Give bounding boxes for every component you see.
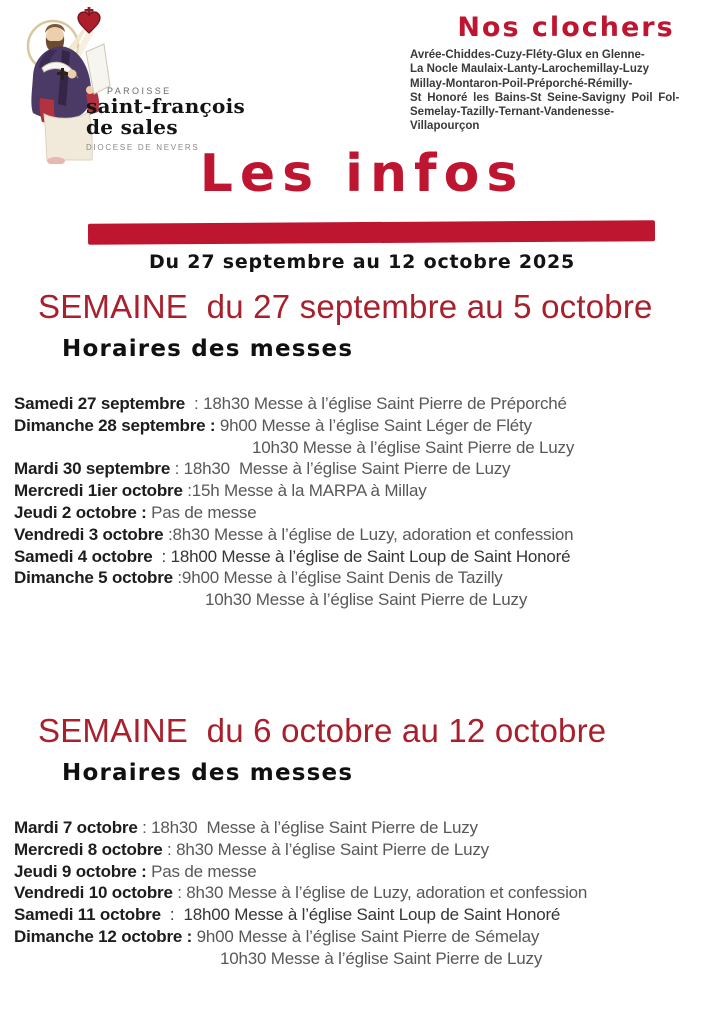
parish-name-line2: de sales	[86, 115, 178, 139]
day-label: Vendredi 10 octobre	[14, 883, 173, 903]
day-label: Mardi 30 septembre	[14, 459, 171, 479]
clochers-line: St Honoré les Bains-St Seine-Savigny Poil Fol-	[410, 91, 680, 104]
schedule-row	[14, 839, 724, 861]
schedule-row	[14, 480, 724, 502]
schedule-row	[14, 817, 724, 839]
day-label: Samedi 4 octobre	[14, 546, 153, 566]
day-label: Mercredi 1ier octobre	[14, 481, 183, 501]
clochers-line: Millay-Montaron-Poil-Préporché-Rémilly-	[410, 77, 633, 90]
red-underline-bar	[88, 220, 655, 244]
mass-detail: 9h00 Messe à l’église Saint Pierre de Sémelay	[192, 926, 540, 946]
schedule-row-continuation	[14, 948, 724, 970]
day-label: Jeudi 9 octobre :	[14, 861, 147, 881]
parish-logo-wordmark	[86, 86, 245, 152]
schedule-row-continuation	[14, 589, 724, 611]
mass-detail: 9h00 Messe à l’église Saint Léger de Fléty	[215, 415, 532, 435]
page-title: Les infos	[199, 144, 525, 204]
schedule-row	[14, 415, 724, 437]
mass-detail: : 18h00 Messe à l’église de Saint Loup de Saint Honoré	[152, 546, 571, 566]
date-range: Du 27 septembre au 12 octobre 2025	[148, 251, 576, 273]
clochers-line: Villapourçon	[410, 120, 480, 133]
sacred-heart-icon	[78, 7, 100, 33]
day-label: Jeudi 2 octobre :	[14, 502, 147, 522]
day-label: Mardi 7 octobre	[14, 818, 138, 837]
schedule-row	[14, 458, 724, 480]
schedule-row-continuation	[14, 437, 724, 459]
mass-detail: Pas de messe	[146, 861, 257, 881]
week-1-heading: SEMAINE du 27 septembre au 5 octobre	[38, 288, 653, 325]
day-label: Samedi 27 septembre	[14, 394, 186, 413]
day-label: Mercredi 8 octobre	[14, 839, 163, 859]
schedule-row	[14, 926, 724, 948]
day-label: Dimanche 12 octobre :	[14, 926, 193, 946]
mass-detail: : 8h30 Messe à l’église de Luzy, adoration et confession	[172, 883, 588, 903]
section-week-2	[0, 712, 724, 970]
schedule-row	[14, 567, 724, 589]
section-week-1	[0, 288, 724, 611]
day-label: Samedi 11 octobre	[14, 905, 161, 925]
mass-detail: 10h30 Messe à l’église Saint Pierre de Luzy	[252, 437, 575, 457]
diocese-label: DIOCESE DE NEVERS	[86, 143, 200, 152]
mass-detail: : 18h00 Messe à l’église Saint Loup de Saint Honoré	[160, 905, 561, 925]
mass-detail: 10h30 Messe à l’église Saint Pierre de Luzy	[205, 590, 528, 610]
schedule-row	[14, 904, 724, 926]
clochers-title: Nos clochers	[457, 12, 675, 43]
parish-name-line1: saint-françois	[86, 94, 246, 118]
mass-detail: 10h30 Messe à l’église Saint Pierre de Luzy	[220, 948, 543, 968]
schedule-row	[14, 393, 724, 415]
mass-detail: : 18h30 Messe à l’église Saint Pierre de Luzy	[170, 459, 511, 479]
schedule-row	[14, 524, 724, 546]
day-label: Dimanche 5 octobre	[14, 568, 173, 588]
week-2-subheading: Horaires des messes	[62, 760, 354, 786]
clochers-line: Semelay-Tazilly-Ternant-Vandenesse-	[410, 106, 615, 119]
mass-detail: Pas de messe	[146, 502, 257, 522]
day-label: Dimanche 28 septembre :	[14, 415, 216, 435]
week-1-schedule	[14, 393, 724, 611]
paroisse-label: PAROISSE	[107, 86, 172, 96]
clochers-block	[410, 12, 722, 134]
clochers-line: Avrée-Chiddes-Cuzy-Fléty-Glux en Glenne-	[410, 49, 645, 61]
mass-detail: : 18h30 Messe à l’église Saint Pierre de Luzy	[137, 818, 478, 837]
mass-detail: : 18h30 Messe à l’église Saint Pierre de Préporché	[185, 394, 567, 413]
week-2-schedule	[14, 817, 724, 970]
mass-detail: : 8h30 Messe à l’église Saint Pierre de Luzy	[162, 839, 489, 859]
schedule-row	[14, 861, 724, 883]
schedule-row	[14, 502, 724, 524]
clochers-line: La Nocle Maulaix-Lanty-Larochemillay-Luzy	[410, 63, 650, 76]
week-2-heading: SEMAINE du 6 octobre au 12 octobre	[38, 712, 607, 749]
mass-detail: :9h00 Messe à l’église Saint Denis de Tazilly	[172, 568, 503, 588]
schedule-row	[14, 546, 724, 568]
day-label: Vendredi 3 octobre	[14, 524, 164, 544]
schedule-row	[14, 882, 724, 904]
mass-detail: :8h30 Messe à l’église de Luzy, adoration et confession	[163, 524, 574, 544]
mass-detail: :15h Messe à la MARPA à Millay	[182, 481, 427, 501]
week-1-subheading: Horaires des messes	[62, 336, 354, 362]
